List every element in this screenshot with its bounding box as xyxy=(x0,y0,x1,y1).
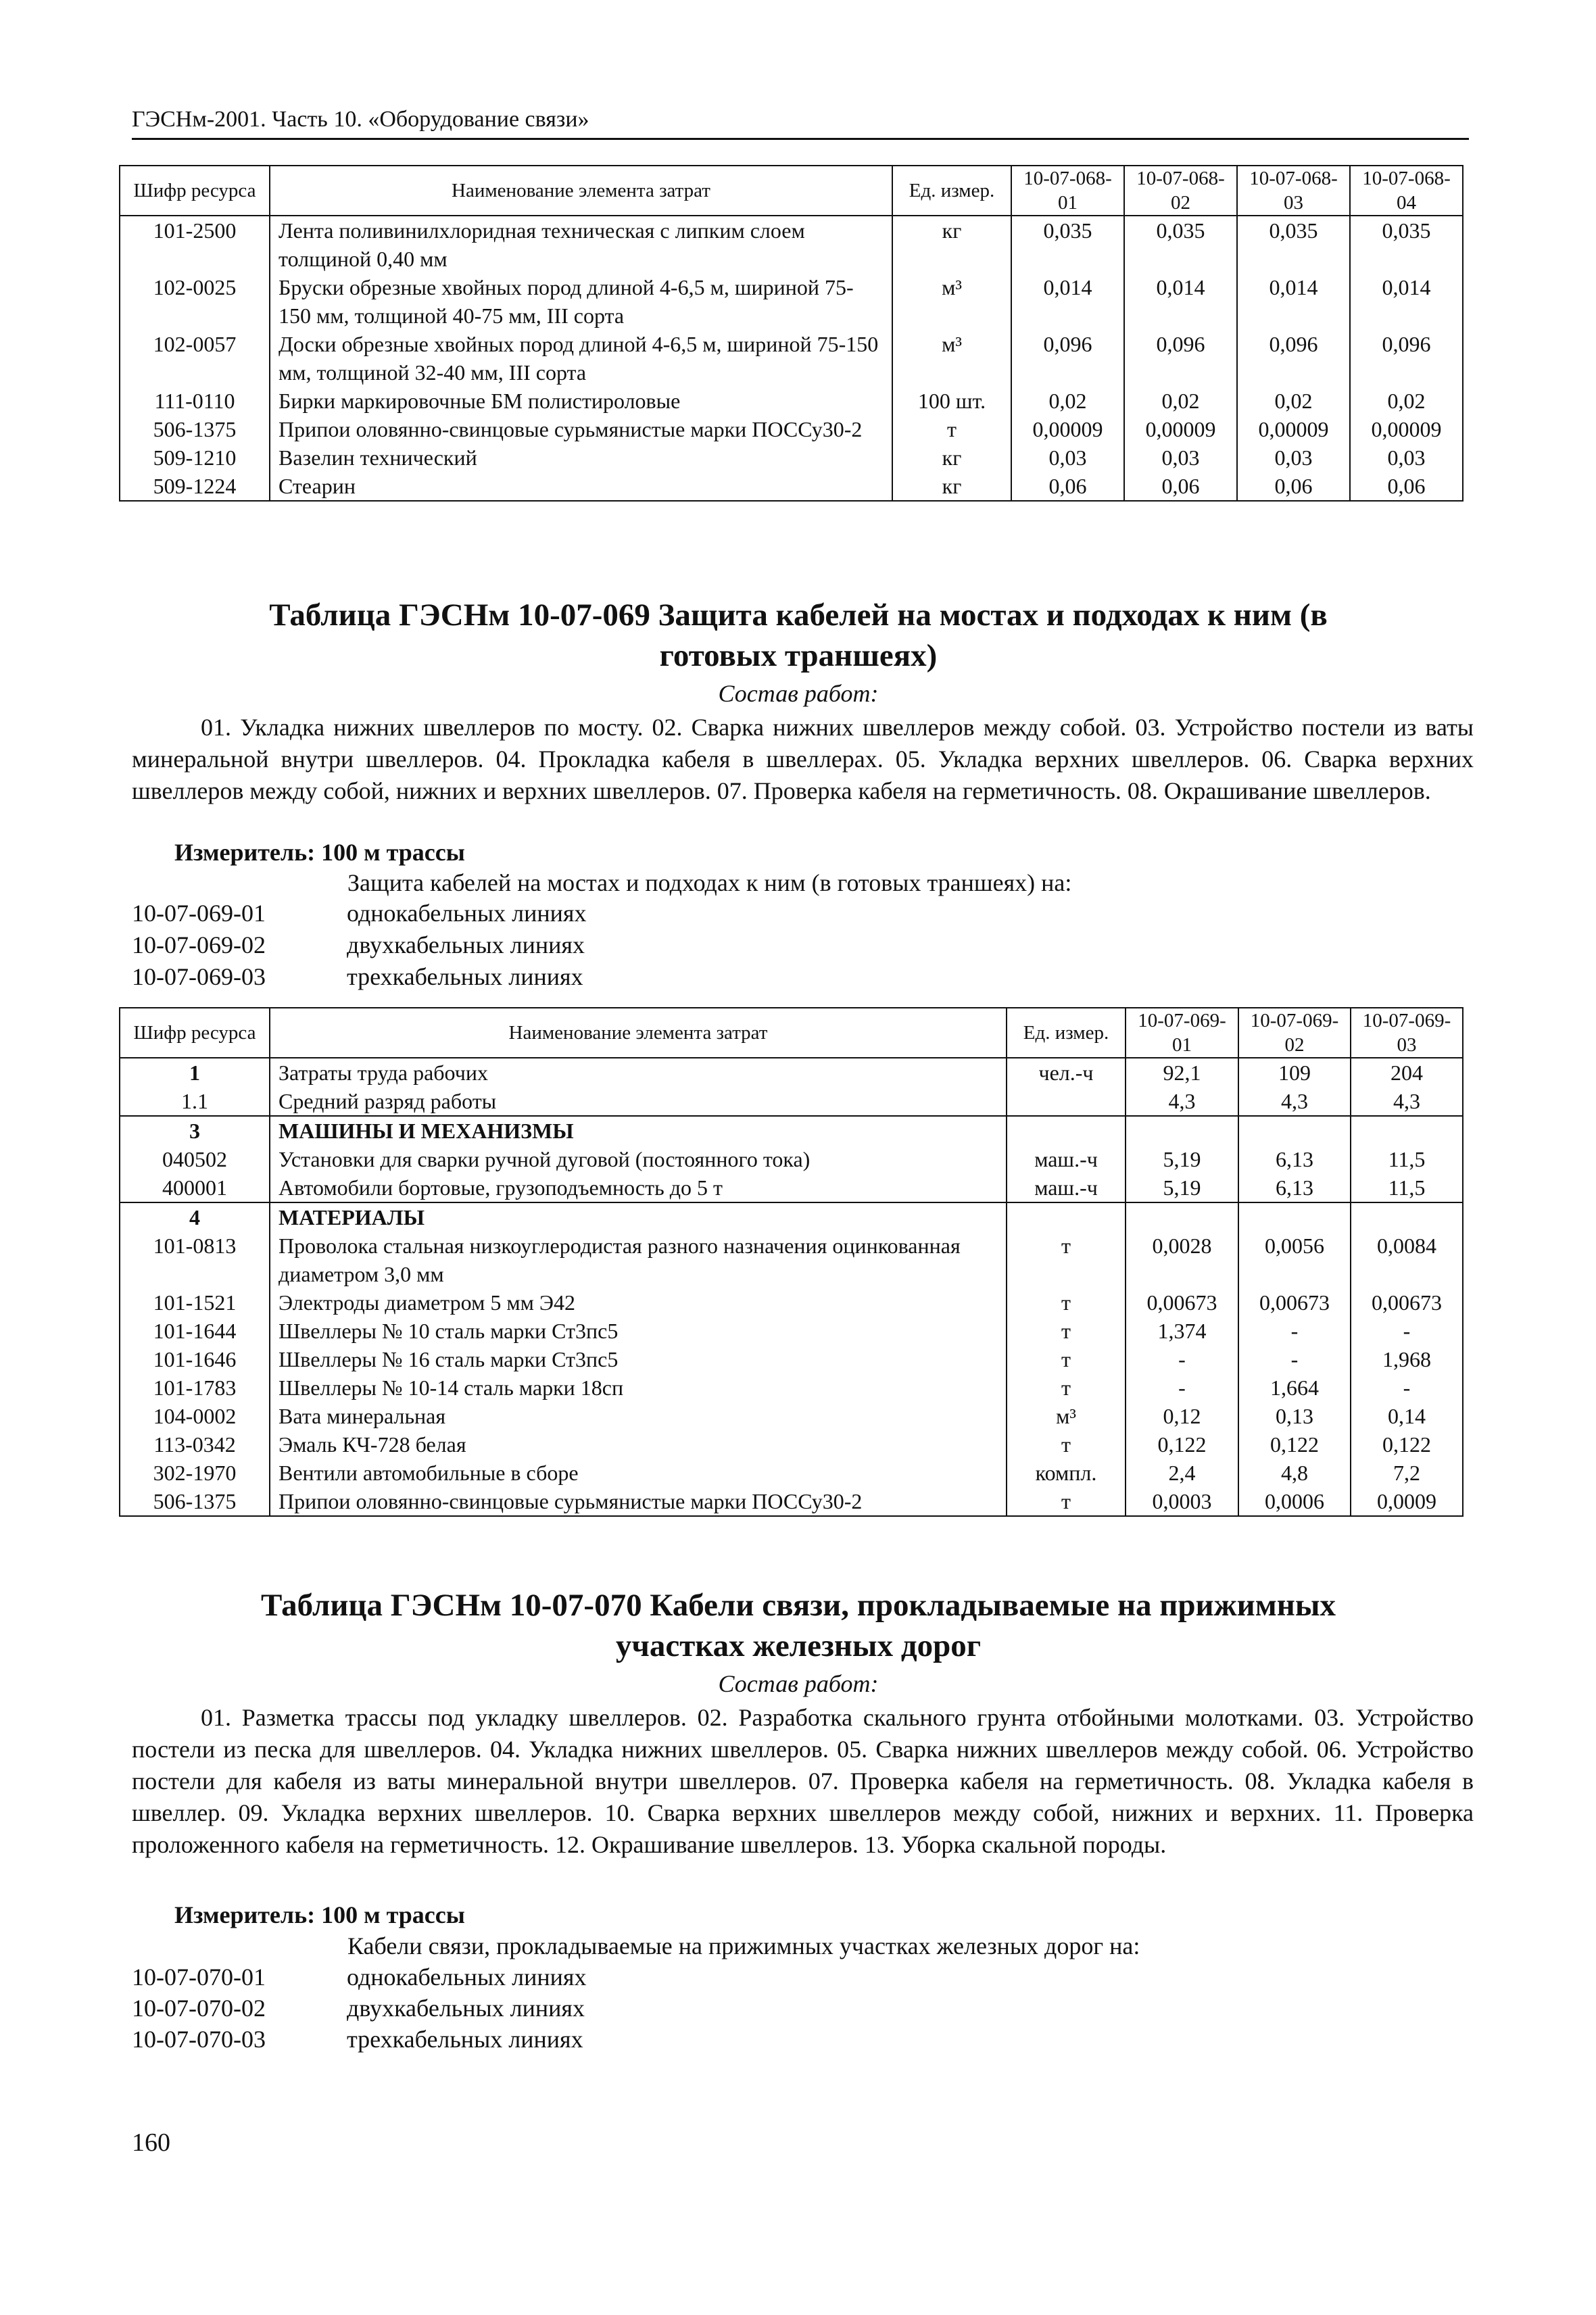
norm-value xyxy=(1351,1116,1463,1145)
table-row xyxy=(120,1058,1463,1087)
unit: т xyxy=(1007,1345,1126,1373)
cost-element-name: Проволока стальная низкоуглеродистая разного назначения оцинкованная диаметром 3,0 мм xyxy=(270,1232,1007,1288)
table-row xyxy=(120,1173,1463,1202)
section-row xyxy=(120,1116,1463,1145)
cost-element-name: Припои оловянно-свинцовые сурьмянистые марки ПОССу30-2 xyxy=(270,415,892,443)
variant-code: 10-07-069-03 xyxy=(132,963,266,990)
header-norm-2: 10-07-068-02 xyxy=(1124,166,1237,216)
cost-element-name: Затраты труда рабочих xyxy=(270,1058,1007,1087)
header-norm-4: 10-07-068-04 xyxy=(1350,166,1463,216)
resource-code: 506-1375 xyxy=(120,415,270,443)
resource-code: 102-0057 xyxy=(120,330,270,387)
norm-value: 0,014 xyxy=(1350,273,1463,330)
resource-code: 400001 xyxy=(120,1173,270,1202)
unit: кг xyxy=(892,443,1011,472)
norm-value: 0,0028 xyxy=(1126,1232,1238,1288)
unit: м³ xyxy=(1007,1402,1126,1430)
section-name: МАШИНЫ И МЕХАНИЗМЫ xyxy=(270,1116,1007,1145)
norm-value: 1,664 xyxy=(1238,1373,1351,1402)
cost-element-name: Установки для сварки ручной дуговой (постоянного тока) xyxy=(270,1145,1007,1173)
table-row xyxy=(120,415,1463,443)
header-cost-element: Наименование элемента затрат xyxy=(270,166,892,216)
table-row xyxy=(120,1430,1463,1459)
running-header: ГЭСНм-2001. Часть 10. «Оборудование связи» xyxy=(132,107,1469,140)
table-title-070: Таблица ГЭСНм 10-07-070 Кабели связи, прокладываемые на прижимных участках железных дорог xyxy=(260,1588,1336,1663)
section-code: 3 xyxy=(120,1116,270,1145)
resource-code: 1 xyxy=(120,1058,270,1087)
cost-element-name: Доски обрезные хвойных пород длиной 4-6,5 м, шириной 75-150 мм, толщиной 32-40 мм, III сорта xyxy=(270,330,892,387)
cost-element-name: Швеллеры № 16 сталь марки Ст3пс5 xyxy=(270,1345,1007,1373)
norm-value: 11,5 xyxy=(1351,1145,1463,1173)
work-composition: 01. Разметка трассы под укладку швеллеров. 02. Разработка скального грунта отбойными молотками. 03. Устройство постели из песка для швеллеров. 04. Укладка нижних швеллеров. 05. Сварка нижних швеллеров между собой. 06. Устройство постели для кабеля из ваты минеральной внутри швеллеров. 07. Проверка кабеля на герметичность. 08. Укладка кабеля в швеллер. 09. Укладка верхних швеллеров. 10. Сварка верхних швеллеров между собой, нижних и верхних. 11. Проверка проложенного кабеля на герметичность. 12. Окрашивание швеллеров. 13. Уборка скальной породы. xyxy=(132,1704,1474,1858)
resource-table-069 xyxy=(119,1007,1464,1517)
norm-value: 0,096 xyxy=(1237,330,1350,387)
cost-element-name: Бирки маркировочные БМ полистироловые xyxy=(270,387,892,415)
measurement-unit: Измеритель: 100 м трассы xyxy=(174,1901,465,1928)
variant-row xyxy=(132,2025,583,2053)
norm-value: 0,00009 xyxy=(1350,415,1463,443)
norm-value: 0,06 xyxy=(1011,472,1124,501)
variants-intro: Защита кабелей на мостах и подходах к ним (в готовых траншеях) на: xyxy=(347,869,1072,896)
unit: м³ xyxy=(892,273,1011,330)
table-row xyxy=(120,472,1463,501)
norm-value: 0,00673 xyxy=(1238,1288,1351,1317)
variant-code: 10-07-069-02 xyxy=(132,931,266,958)
unit: чел.-ч xyxy=(1007,1058,1126,1087)
work-composition: 01. Укладка нижних швеллеров по мосту. 02. Сварка нижних швеллеров между собой. 03. Устройство постели из ваты минеральной внутри швеллеров. 04. Прокладка кабеля в швеллерах. 05. Укладка верхних швеллеров. 06. Сварка верхних швеллеров между собой, нижних и верхних швеллеров. 07. Проверка кабеля на герметичность. 08. Окрашивание швеллеров. xyxy=(132,714,1474,804)
cost-element-name: Бруски обрезные хвойных пород длиной 4-6,5 м, шириной 75-150 мм, толщиной 40-75 мм, III сорта xyxy=(270,273,892,330)
unit: т xyxy=(1007,1487,1126,1516)
header-norm-1: 10-07-068-01 xyxy=(1011,166,1124,216)
resource-code: 102-0025 xyxy=(120,273,270,330)
table-row xyxy=(120,1087,1463,1116)
header-norm-2: 10-07-069-02 xyxy=(1238,1008,1351,1058)
norm-value: - xyxy=(1351,1373,1463,1402)
composition-label: Состав работ: xyxy=(718,1670,879,1697)
variant-row xyxy=(132,899,586,927)
norm-value: 5,19 xyxy=(1126,1145,1238,1173)
composition-label: Состав работ: xyxy=(718,680,879,707)
norm-value: 0,096 xyxy=(1124,330,1237,387)
header-norm-1: 10-07-069-01 xyxy=(1126,1008,1238,1058)
header-norm-3: 10-07-068-03 xyxy=(1237,166,1350,216)
resource-code: 509-1224 xyxy=(120,472,270,501)
norm-value: 0,03 xyxy=(1011,443,1124,472)
table-row xyxy=(120,216,1463,273)
norm-value: - xyxy=(1351,1317,1463,1345)
resource-code: 101-1521 xyxy=(120,1288,270,1317)
resource-code: 104-0002 xyxy=(120,1402,270,1430)
norm-value: - xyxy=(1238,1317,1351,1345)
variant-row xyxy=(132,1963,586,1991)
norm-value: 7,2 xyxy=(1351,1459,1463,1487)
norm-value: 0,02 xyxy=(1011,387,1124,415)
norm-value: 0,014 xyxy=(1124,273,1237,330)
norm-value: 0,02 xyxy=(1124,387,1237,415)
norm-value: 0,03 xyxy=(1237,443,1350,472)
norm-value: 0,014 xyxy=(1011,273,1124,330)
header-resource-code: Шифр ресурса xyxy=(120,166,270,216)
variant-row xyxy=(132,962,583,991)
norm-value: 0,13 xyxy=(1238,1402,1351,1430)
norm-value: 0,0084 xyxy=(1351,1232,1463,1288)
section-name: МАТЕРИАЛЫ xyxy=(270,1202,1007,1232)
resource-code: 302-1970 xyxy=(120,1459,270,1487)
norm-value: 0,0009 xyxy=(1351,1487,1463,1516)
unit: м³ xyxy=(892,330,1011,387)
variant-text: однокабельных линиях xyxy=(347,900,587,927)
norm-value: 0,12 xyxy=(1126,1402,1238,1430)
variant-text: трехкабельных линиях xyxy=(347,2026,583,2053)
resource-code: 101-1646 xyxy=(120,1345,270,1373)
norm-value: 0,035 xyxy=(1011,216,1124,273)
norm-value: 0,0006 xyxy=(1238,1487,1351,1516)
norm-value: 6,13 xyxy=(1238,1173,1351,1202)
cost-element-name: Лента поливинилхлоридная техническая с липким слоем толщиной 0,40 мм xyxy=(270,216,892,273)
resource-code: 509-1210 xyxy=(120,443,270,472)
resource-code: 1.1 xyxy=(120,1087,270,1116)
norm-value: 0,0056 xyxy=(1238,1232,1351,1288)
unit: маш.-ч xyxy=(1007,1173,1126,1202)
norm-value: 0,096 xyxy=(1350,330,1463,387)
cost-element-name: Вата минеральная xyxy=(270,1402,1007,1430)
norm-value: 109 xyxy=(1238,1058,1351,1087)
norm-value xyxy=(1238,1202,1351,1232)
norm-value: 0,122 xyxy=(1126,1430,1238,1459)
norm-value: 4,3 xyxy=(1351,1087,1463,1116)
norm-value xyxy=(1126,1202,1238,1232)
table-row xyxy=(120,1487,1463,1516)
norm-value: 0,035 xyxy=(1350,216,1463,273)
norm-value: 11,5 xyxy=(1351,1173,1463,1202)
norm-value: 0,06 xyxy=(1350,472,1463,501)
norm-value: 0,02 xyxy=(1350,387,1463,415)
norm-value: 0,00673 xyxy=(1351,1288,1463,1317)
cost-element-name: Швеллеры № 10 сталь марки Ст3пс5 xyxy=(270,1317,1007,1345)
variant-row xyxy=(132,1994,585,2022)
norm-value: 0,122 xyxy=(1238,1430,1351,1459)
norm-value: 0,014 xyxy=(1237,273,1350,330)
norm-value xyxy=(1238,1116,1351,1145)
unit xyxy=(1007,1116,1126,1145)
table-row xyxy=(120,1459,1463,1487)
table-row xyxy=(120,1345,1463,1373)
norm-value: 4,3 xyxy=(1126,1087,1238,1116)
unit: маш.-ч xyxy=(1007,1145,1126,1173)
resource-code: 101-0813 xyxy=(120,1232,270,1288)
unit xyxy=(1007,1202,1126,1232)
header-unit: Ед. измер. xyxy=(892,166,1011,216)
resource-code: 040502 xyxy=(120,1145,270,1173)
norm-value xyxy=(1126,1116,1238,1145)
resource-code: 101-1644 xyxy=(120,1317,270,1345)
norm-value: - xyxy=(1238,1345,1351,1373)
cost-element-name: Стеарин xyxy=(270,472,892,501)
variants-intro: Кабели связи, прокладываемые на прижимных участках железных дорог на: xyxy=(347,1932,1140,1959)
norm-value: 0,06 xyxy=(1237,472,1350,501)
norm-value: 2,4 xyxy=(1126,1459,1238,1487)
cost-element-name: Электроды диаметром 5 мм Э42 xyxy=(270,1288,1007,1317)
resource-code: 111-0110 xyxy=(120,387,270,415)
norm-value: 0,00673 xyxy=(1126,1288,1238,1317)
section-code: 4 xyxy=(120,1202,270,1232)
norm-value: 0,14 xyxy=(1351,1402,1463,1430)
variant-text: двухкабельных линиях xyxy=(347,931,585,958)
unit: кг xyxy=(892,216,1011,273)
norm-value: 0,02 xyxy=(1237,387,1350,415)
norm-value: 0,122 xyxy=(1351,1430,1463,1459)
variant-text: двухкабельных линиях xyxy=(347,1995,585,2022)
norm-value: 4,8 xyxy=(1238,1459,1351,1487)
resource-code: 101-2500 xyxy=(120,216,270,273)
norm-value: 0,0003 xyxy=(1126,1487,1238,1516)
table-row xyxy=(120,1288,1463,1317)
unit xyxy=(1007,1087,1126,1116)
table-row xyxy=(120,1317,1463,1345)
variant-row xyxy=(132,931,585,959)
norm-value: 0,096 xyxy=(1011,330,1124,387)
norm-value: 0,03 xyxy=(1350,443,1463,472)
resource-code: 101-1783 xyxy=(120,1373,270,1402)
header-norm-3: 10-07-069-03 xyxy=(1351,1008,1463,1058)
norm-value: 6,13 xyxy=(1238,1145,1351,1173)
cost-element-name: Средний разряд работы xyxy=(270,1087,1007,1116)
unit: т xyxy=(1007,1373,1126,1402)
norm-value: 0,035 xyxy=(1124,216,1237,273)
unit: т xyxy=(1007,1288,1126,1317)
resource-code: 113-0342 xyxy=(120,1430,270,1459)
table-row xyxy=(120,273,1463,330)
norm-value: 1,374 xyxy=(1126,1317,1238,1345)
resource-code: 506-1375 xyxy=(120,1487,270,1516)
norm-value: 4,3 xyxy=(1238,1087,1351,1116)
unit: т xyxy=(1007,1317,1126,1345)
norm-value: - xyxy=(1126,1373,1238,1402)
header-unit: Ед. измер. xyxy=(1007,1008,1126,1058)
norm-value xyxy=(1351,1202,1463,1232)
norm-value: - xyxy=(1126,1345,1238,1373)
unit: т xyxy=(1007,1430,1126,1459)
unit: т xyxy=(892,415,1011,443)
table-row xyxy=(120,1145,1463,1173)
cost-element-name: Вентили автомобильные в сборе xyxy=(270,1459,1007,1487)
table-title-069: Таблица ГЭСНм 10-07-069 Защита кабелей на мостах и подходах к ним (в готовых траншеях) xyxy=(269,598,1328,673)
section-row xyxy=(120,1202,1463,1232)
table-row xyxy=(120,1402,1463,1430)
resource-table-068 xyxy=(119,165,1464,502)
unit: компл. xyxy=(1007,1459,1126,1487)
cost-element-name: Эмаль КЧ-728 белая xyxy=(270,1430,1007,1459)
variant-code: 10-07-069-01 xyxy=(132,900,266,927)
cost-element-name: Швеллеры № 10-14 сталь марки 18сп xyxy=(270,1373,1007,1402)
table-row xyxy=(120,387,1463,415)
unit: 100 шт. xyxy=(892,387,1011,415)
norm-value: 204 xyxy=(1351,1058,1463,1087)
norm-value: 0,035 xyxy=(1237,216,1350,273)
variant-code: 10-07-070-01 xyxy=(132,1964,266,1991)
table-row xyxy=(120,1373,1463,1402)
table-row xyxy=(120,443,1463,472)
measurement-unit: Измеритель: 100 м трассы xyxy=(174,839,465,866)
header-cost-element: Наименование элемента затрат xyxy=(270,1008,1007,1058)
norm-value: 0,00009 xyxy=(1124,415,1237,443)
page-number: 160 xyxy=(132,2128,170,2157)
variant-text: трехкабельных линиях xyxy=(347,963,583,990)
norm-value: 92,1 xyxy=(1126,1058,1238,1087)
cost-element-name: Автомобили бортовые, грузоподъемность до 5 т xyxy=(270,1173,1007,1202)
header-resource-code: Шифр ресурса xyxy=(120,1008,270,1058)
norm-value: 0,00009 xyxy=(1237,415,1350,443)
variant-code: 10-07-070-03 xyxy=(132,2026,266,2053)
cost-element-name: Припои оловянно-свинцовые сурьмянистые марки ПОССу30-2 xyxy=(270,1487,1007,1516)
norm-value: 0,06 xyxy=(1124,472,1237,501)
unit: т xyxy=(1007,1232,1126,1288)
table-row xyxy=(120,1232,1463,1288)
unit: кг xyxy=(892,472,1011,501)
variant-text: однокабельных линиях xyxy=(347,1964,587,1991)
table-row xyxy=(120,330,1463,387)
norm-value: 0,03 xyxy=(1124,443,1237,472)
variant-code: 10-07-070-02 xyxy=(132,1995,266,2022)
norm-value: 1,968 xyxy=(1351,1345,1463,1373)
norm-value: 0,00009 xyxy=(1011,415,1124,443)
cost-element-name: Вазелин технический xyxy=(270,443,892,472)
norm-value: 5,19 xyxy=(1126,1173,1238,1202)
